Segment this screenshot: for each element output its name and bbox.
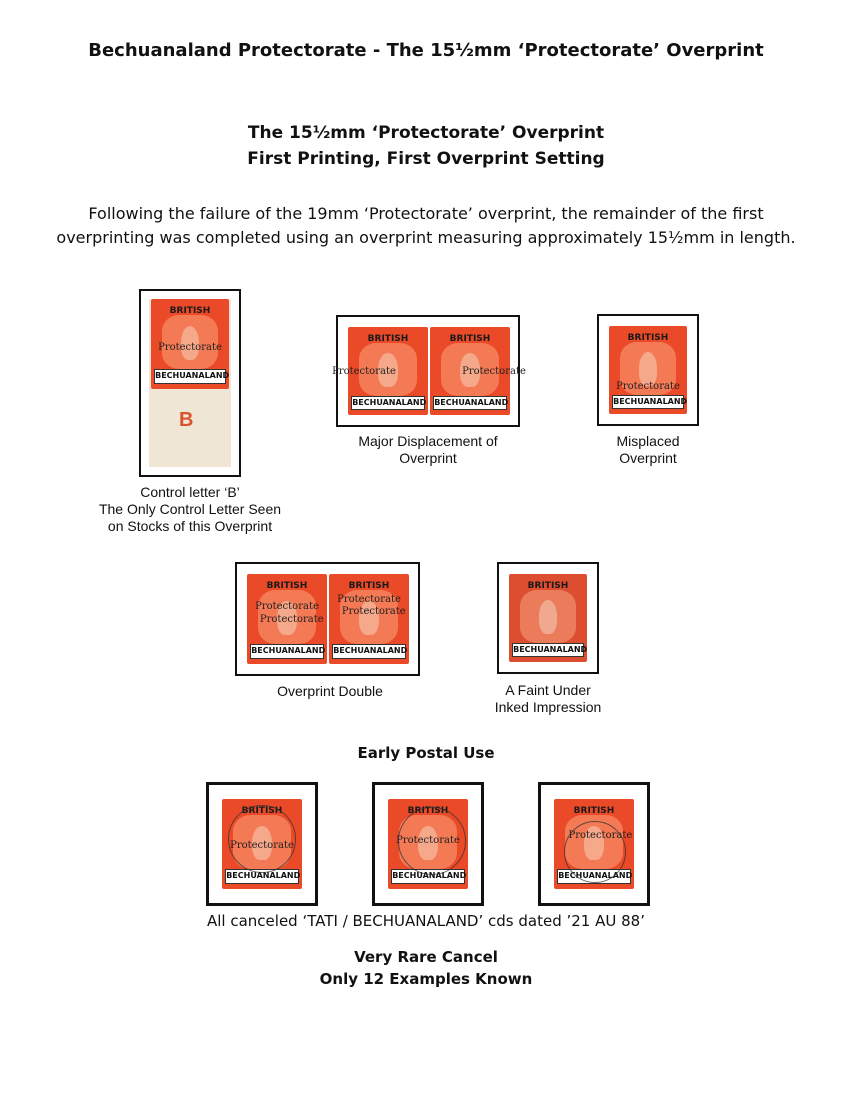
caption-major-displacement	[318, 433, 538, 467]
caption-line: Control letter ‘B’	[140, 484, 240, 500]
caption-line: Inked Impression	[494, 699, 602, 715]
stamp-frame-used-1	[206, 782, 318, 906]
stamp-double-right: BRITISH Protectorate Protectorate BECHUANALAND	[329, 574, 409, 664]
intro-line1: Following the failure of the 19mm ‘Protectorate’ overprint, the remainder of the first	[88, 204, 764, 223]
caption-line: Overprint	[619, 450, 677, 466]
section-title-line1: The 15½mm ‘Protectorate’ Overprint	[247, 123, 605, 143]
control-letter: B	[179, 409, 194, 431]
caption-overprint-double	[220, 683, 440, 700]
stamp-frame-major-displacement	[332, 315, 526, 427]
caption-line: A Faint Under	[505, 682, 591, 698]
stamp-used-2: BRITISH Protectorate BECHUANALAND	[388, 799, 468, 889]
stamp-used-3: BRITISH Protectorate BECHUANALAND	[554, 799, 634, 889]
section-title-line2: First Printing, First Overprint Setting	[247, 149, 605, 169]
section-title	[0, 120, 852, 172]
stamp-frame-overprint-double	[235, 562, 420, 676]
caption-line: on Stocks of this Overprint	[107, 518, 273, 534]
stamp-frame-faint	[497, 562, 599, 674]
page-title: Bechuanaland Protectorate - The 15½mm ‘Protectorate’ Overprint	[88, 40, 764, 61]
rarity-note	[0, 946, 852, 990]
stamp-pair-left: BRITISH Protectorate BECHUANALAND	[348, 327, 428, 415]
caption-line: Overprint Double	[277, 683, 383, 699]
stamp-frame-control-letter	[139, 289, 241, 477]
caption-line: Misplaced	[616, 433, 680, 449]
rarity-line2: Only 12 Examples Known	[319, 970, 533, 988]
stamp-frame-used-3	[538, 782, 650, 906]
stamp-used-1: BRITISH Protectorate BECHUANALAND	[222, 799, 302, 889]
stamp-double-left: BRITISH Protectorate Protectorate BECHUANALAND	[247, 574, 327, 664]
caption-line: The Only Control Letter Seen	[98, 501, 282, 517]
intro-line2: overprinting was completed using an overprint measuring approximately 15½mm in length.	[56, 228, 796, 247]
caption-line: Overprint	[399, 450, 457, 466]
postmark-cancel	[228, 805, 296, 873]
postmark-cancel	[564, 821, 626, 883]
intro-text	[40, 202, 812, 250]
postmark-cancel	[398, 807, 466, 875]
stamp-misplaced: BRITISH Protectorate BECHUANALAND	[609, 326, 687, 414]
early-use-heading: Early Postal Use	[357, 744, 495, 762]
rarity-line1: Very Rare Cancel	[354, 948, 498, 966]
caption-faint	[468, 682, 628, 716]
caption-misplaced	[568, 433, 728, 467]
stamp-pair-right: BRITISH Protectorate BECHUANALAND	[430, 327, 510, 415]
stamp-frame-used-2	[372, 782, 484, 906]
stamp-frame-misplaced	[597, 314, 699, 426]
stamp-faint: BRITISH BECHUANALAND	[509, 574, 587, 662]
caption-line: Major Displacement of	[358, 433, 498, 449]
caption-control-letter	[70, 484, 310, 535]
early-use-caption: All canceled ‘TATI / BECHUANALAND’ cds dated ’21 AU 88’	[207, 912, 645, 930]
stamp-control-letter: BRITISH Protectorate BECHUANALAND	[151, 299, 229, 389]
